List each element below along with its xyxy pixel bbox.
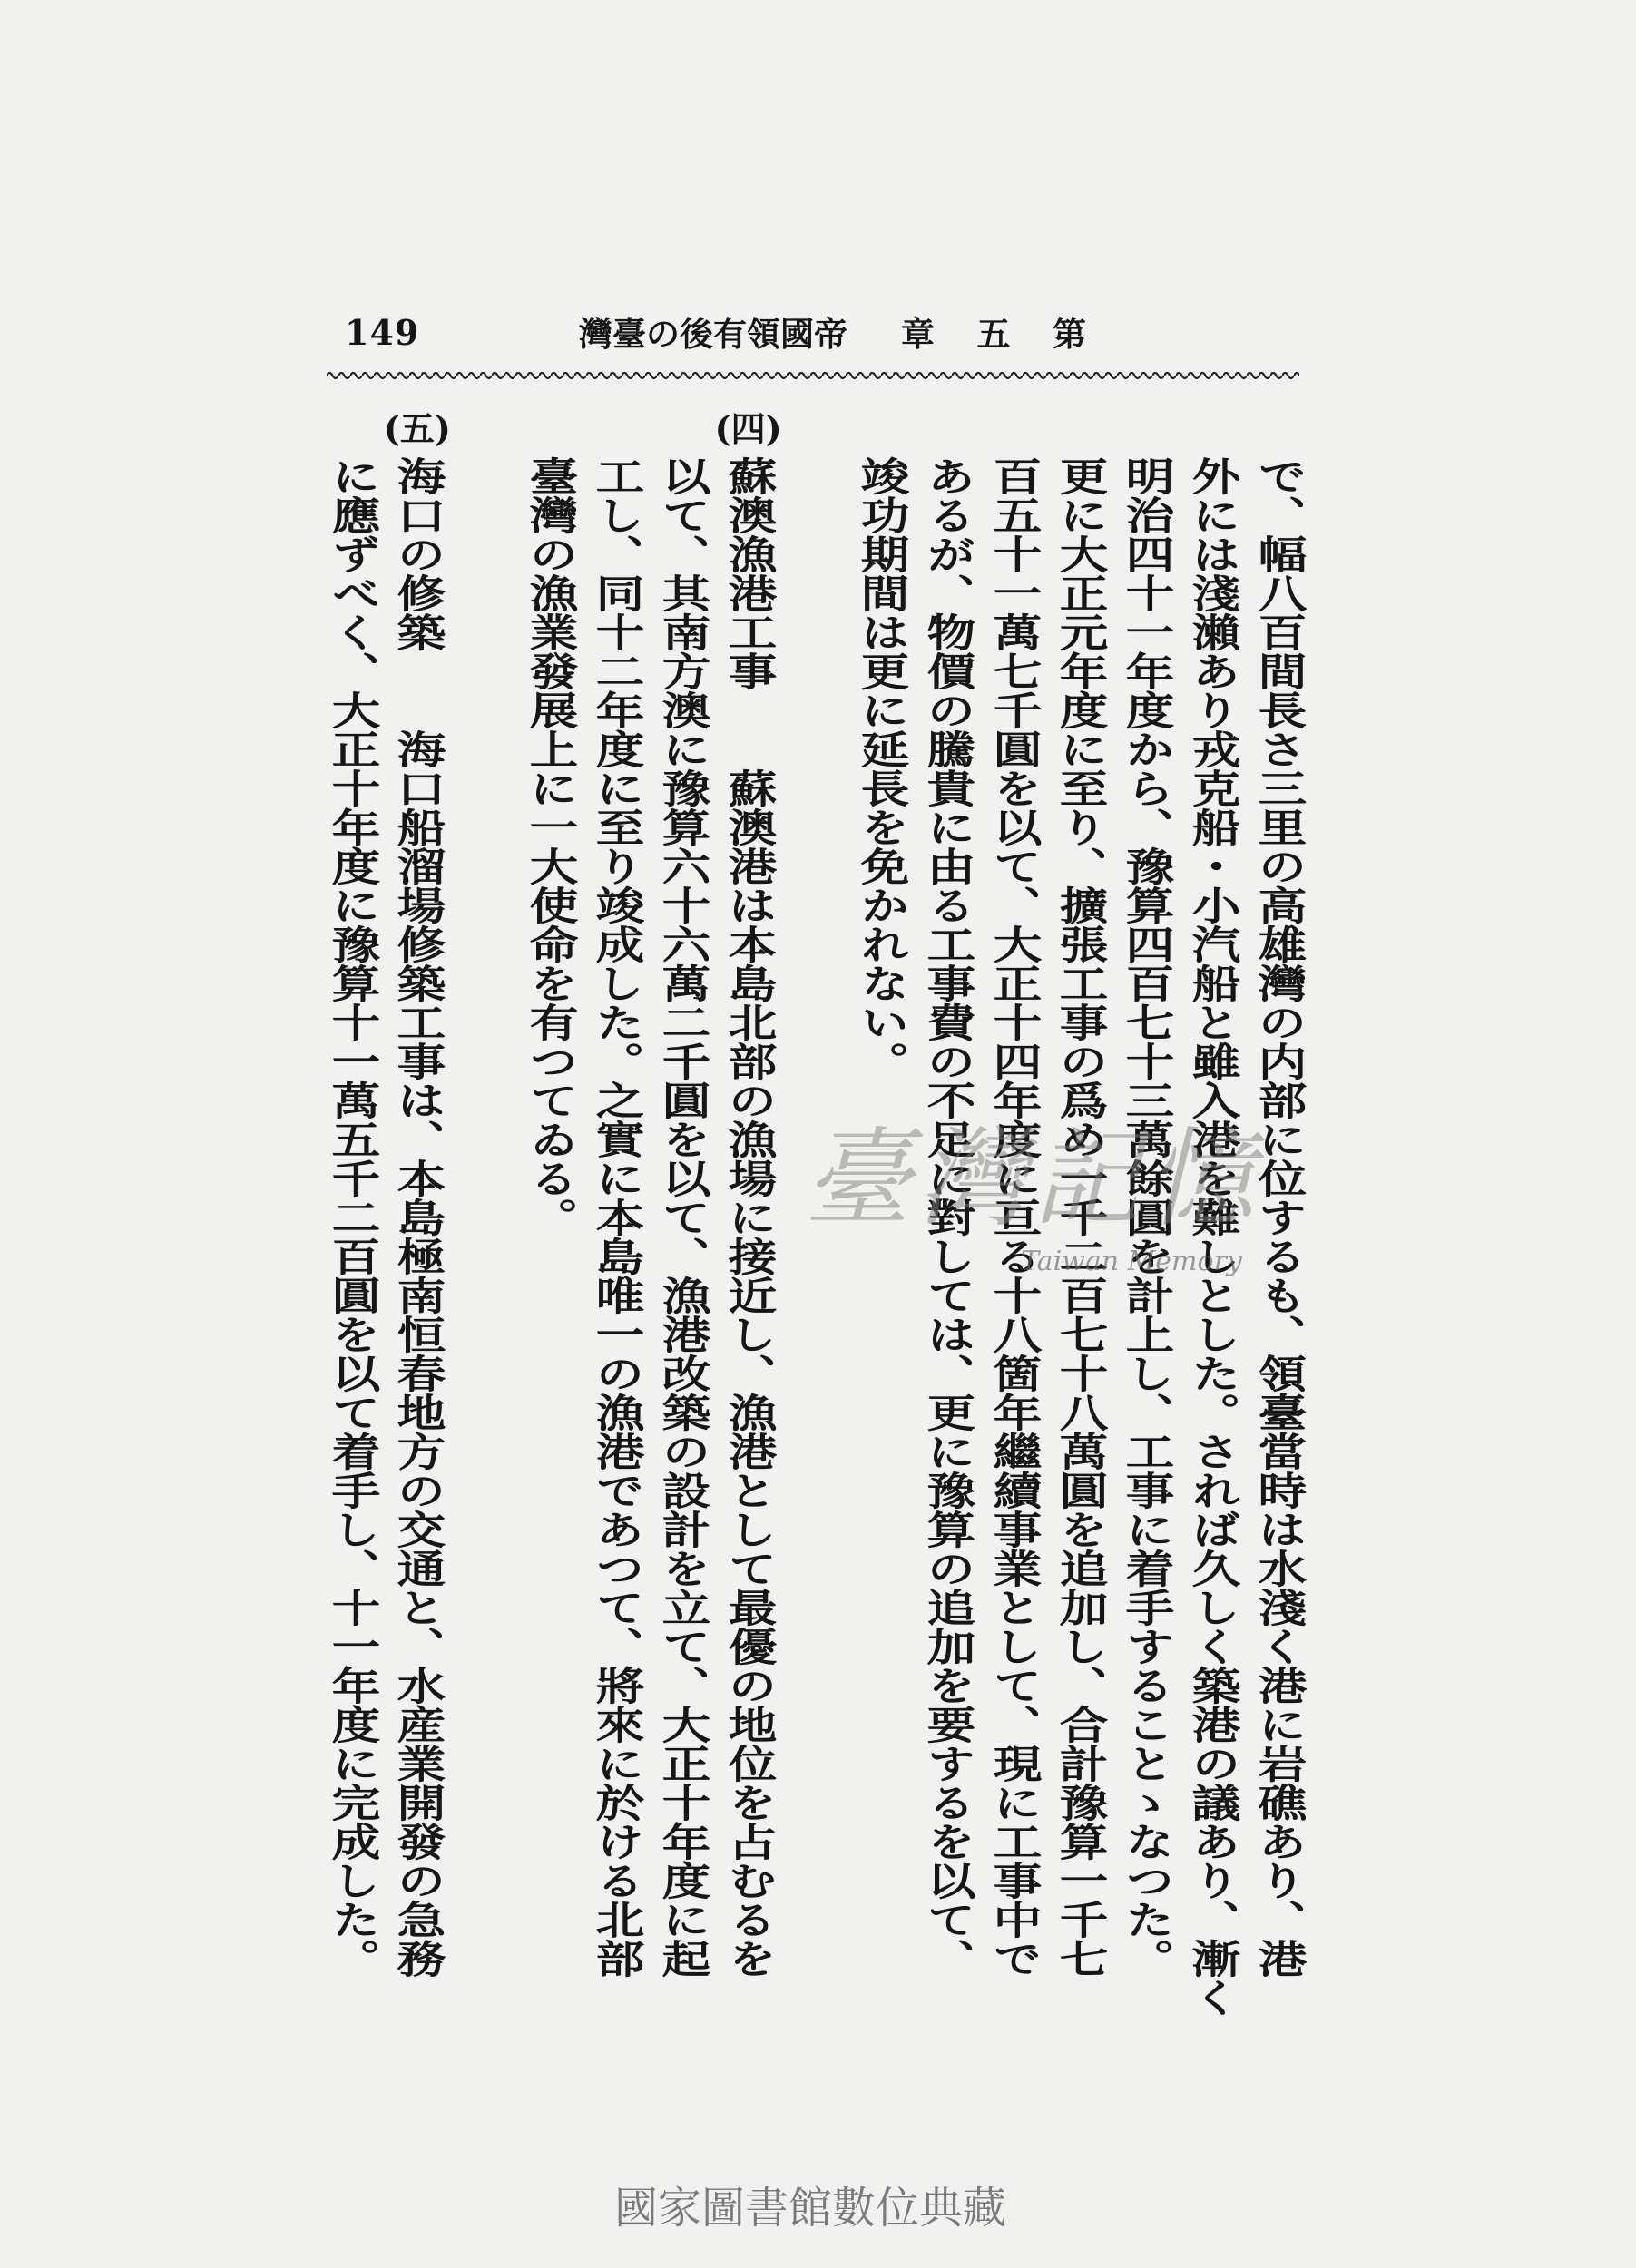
page-number: 149	[345, 312, 420, 353]
text-column: で、幅八百間長さ三里の高雄灣の内部に位するも、領臺當時は水淺く港に岩礁あり、港	[1249, 456, 1307, 1978]
section-number-5: (五)	[383, 408, 451, 449]
text-column: 工し、同十二年度に至り竣成した。之實に本島唯一の漁港であつて、將來に於ける北部	[588, 456, 645, 1978]
text-column: に應ずべく、大正十年度に豫算十一萬五千二百圓を以て着手し、十一年度に完成した。	[323, 456, 380, 1978]
text-column: 外には淺瀨あり戎克船・小汽船と雖入港を難しとした。されば久しく築港の議あり、漸く	[1183, 456, 1240, 2017]
chapter-title: 帝國領有後の臺灣	[579, 314, 847, 354]
text-column: 竣功期間は更に延長を免かれない。	[852, 456, 910, 1080]
section-heading-column: 海口の修築 海口船溜場修築工事は、本島極南恒春地方の交通と、水産業開發の急務	[389, 456, 446, 1978]
watermark-logo-subtitle: Taiwan Memory	[1021, 1246, 1242, 1277]
text-column: 更に大正元年度に至り、擴張工事の爲め一千二百七十八萬圓を追加し、合計豫算一千七	[1051, 456, 1109, 1978]
section-heading-column: 蘇澳漁港工事 蘇澳港は本島北部の漁場に接近し、漁港として最優の地位を占むるを	[720, 456, 778, 1978]
archive-footer: 國家圖書館數位典藏	[614, 2183, 1007, 2234]
watermark-logo-text: 臺灣記憶	[804, 1116, 1262, 1241]
wavy-header-rule	[327, 367, 1299, 385]
text-column: 百五十一萬七千圓を以て、大正十四年度に亘る十八箇年繼續事業として、現に工事中で	[985, 456, 1043, 1978]
text-column: あるが、物價の騰貴に由る工事費の不足に對しては、更に豫算の追加を要するを以て、	[918, 456, 976, 1978]
chapter-number: 第五章	[901, 314, 1086, 354]
text-column: 明治四十一年度から、豫算四百七十三萬餘圓を計上し、工事に着手することゝなつた。	[1117, 456, 1174, 1978]
text-column: 以て、其南方澳に豫算六十六萬二千圓を以て、漁港改築の設計を立て、大正十年度に起	[653, 456, 711, 1978]
text-column: 臺灣の漁業發展上に一大使命を有つてゐる。	[522, 456, 579, 1237]
section-number-4: (四)	[714, 408, 782, 449]
